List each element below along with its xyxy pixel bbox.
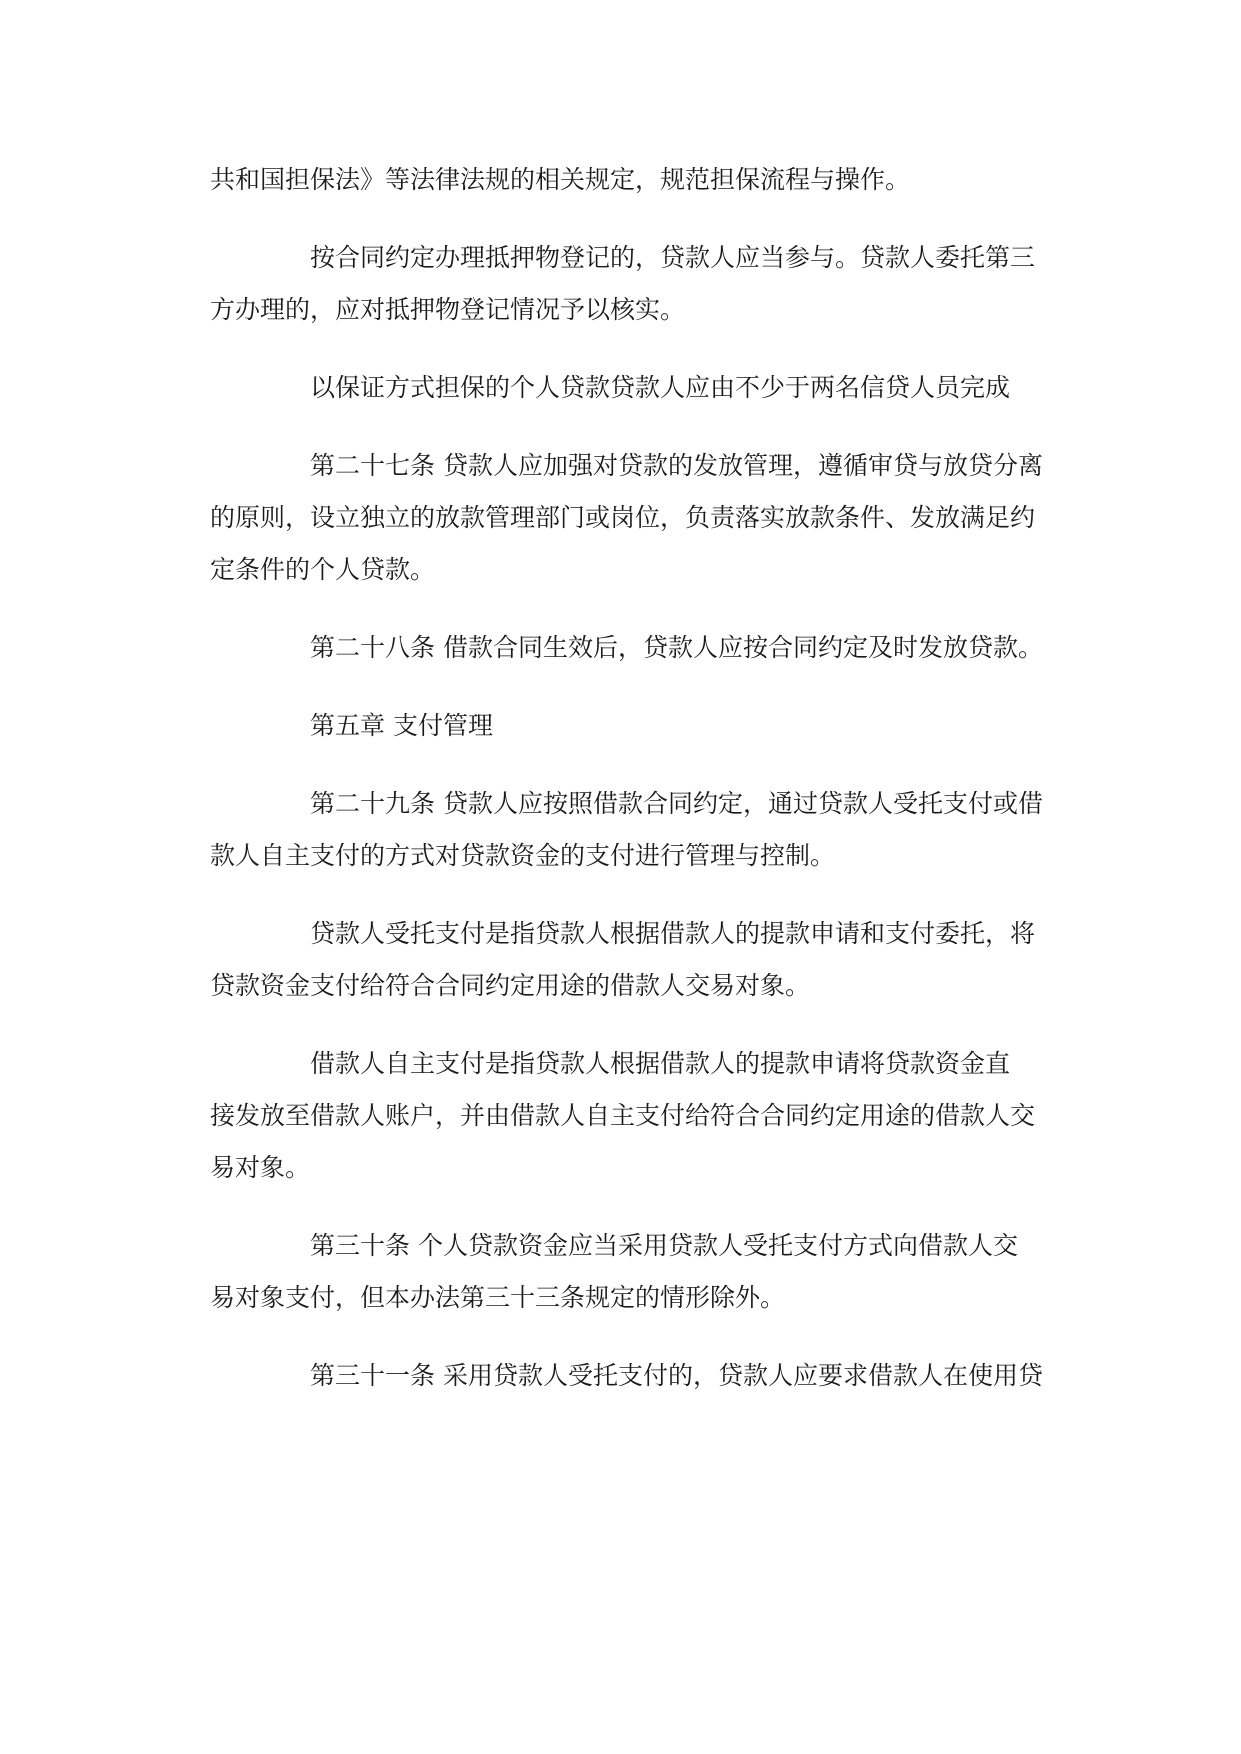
text-line: 以保证方式担保的个人贷款贷款人应由不少于两名信贷人员完成 xyxy=(310,373,1011,402)
text-line: 第二十七条 贷款人应加强对贷款的发放管理，遵循审贷与放贷分离 xyxy=(310,451,1043,480)
text-line: 定条件的个人贷款。 xyxy=(210,555,436,584)
paragraph xyxy=(210,622,1042,674)
text-line: 第三十条 个人贷款资金应当采用贷款人受托支付方式向借款人交 xyxy=(310,1231,1018,1260)
document-body xyxy=(210,154,1042,1428)
paragraph xyxy=(210,778,1042,882)
text-line: 贷款人受托支付是指贷款人根据借款人的提款申请和支付委托，将 xyxy=(310,919,1036,948)
text-line: 借款人自主支付是指贷款人根据借款人的提款申请将贷款资金直 xyxy=(310,1049,1011,1078)
paragraph xyxy=(210,1350,1042,1402)
text-line: 第二十九条 贷款人应按照借款合同约定，通过贷款人受托支付或借 xyxy=(310,789,1043,818)
paragraph xyxy=(210,908,1042,1012)
text-line: 接发放至借款人账户，并由借款人自主支付给符合合同约定用途的借款人交 xyxy=(210,1101,1036,1130)
text-line: 方办理的，应对抵押物登记情况予以核实。 xyxy=(210,295,686,324)
paragraph xyxy=(210,440,1042,596)
text-line: 共和国担保法》等法律法规的相关规定，规范担保流程与操作。 xyxy=(210,165,911,194)
text-line: 按合同约定办理抵押物登记的，贷款人应当参与。贷款人委托第三 xyxy=(310,243,1036,272)
paragraph xyxy=(210,1220,1042,1324)
text-line: 第二十八条 借款合同生效后，贷款人应按合同约定及时发放贷款。 xyxy=(310,633,1043,662)
paragraph xyxy=(210,154,1042,206)
text-line: 贷款资金支付给符合合同约定用途的借款人交易对象。 xyxy=(210,971,811,1000)
paragraph xyxy=(210,362,1042,414)
text-line: 款人自主支付的方式对贷款资金的支付进行管理与控制。 xyxy=(210,841,836,870)
text-line: 易对象支付，但本办法第三十三条规定的情形除外。 xyxy=(210,1283,786,1312)
text-line: 的原则，设立独立的放款管理部门或岗位，负责落实放款条件、发放满足约 xyxy=(210,503,1036,532)
text-line: 第五章 支付管理 xyxy=(310,711,493,740)
text-line: 第三十一条 采用贷款人受托支付的，贷款人应要求借款人在使用贷 xyxy=(310,1361,1043,1390)
paragraph xyxy=(210,1038,1042,1194)
paragraph xyxy=(210,232,1042,336)
paragraph xyxy=(210,700,1042,752)
text-line: 易对象。 xyxy=(210,1153,311,1182)
